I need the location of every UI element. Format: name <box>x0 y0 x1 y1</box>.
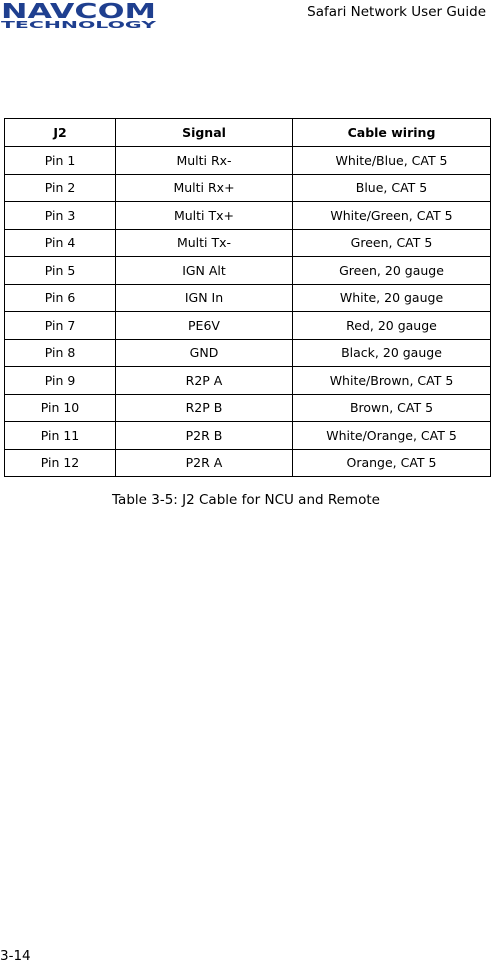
cell-signal: R2P B <box>116 394 293 422</box>
navcom-logo <box>0 0 160 30</box>
cell-pin: Pin 8 <box>5 339 116 367</box>
page-number: 3-14 <box>0 948 31 964</box>
cell-pin: Pin 3 <box>5 202 116 230</box>
table-row <box>5 422 491 450</box>
cell-pin: Pin 4 <box>5 229 116 257</box>
cell-cable-wiring: White/Orange, CAT 5 <box>293 422 491 450</box>
cell-signal: P2R B <box>116 422 293 450</box>
table-row <box>5 449 491 477</box>
table-row <box>5 312 491 340</box>
cell-cable-wiring: Brown, CAT 5 <box>293 394 491 422</box>
table-row <box>5 367 491 395</box>
cell-cable-wiring: Blue, CAT 5 <box>293 174 491 202</box>
table-row <box>5 147 491 175</box>
cell-pin: Pin 6 <box>5 284 116 312</box>
table-row <box>5 339 491 367</box>
column-header-signal: Signal <box>116 119 293 147</box>
table-caption: Table 3-5: J2 Cable for NCU and Remote <box>112 492 380 508</box>
cell-signal: Multi Tx+ <box>116 202 293 230</box>
cell-cable-wiring: Black, 20 gauge <box>293 339 491 367</box>
cell-cable-wiring: Orange, CAT 5 <box>293 449 491 477</box>
table-row <box>5 284 491 312</box>
cell-pin: Pin 11 <box>5 422 116 450</box>
cell-cable-wiring: Green, CAT 5 <box>293 229 491 257</box>
cell-cable-wiring: Green, 20 gauge <box>293 257 491 285</box>
cell-pin: Pin 5 <box>5 257 116 285</box>
cell-signal: GND <box>116 339 293 367</box>
cell-signal: P2R A <box>116 449 293 477</box>
cell-signal: PE6V <box>116 312 293 340</box>
cell-pin: Pin 10 <box>5 394 116 422</box>
document-title: Safari Network User Guide <box>307 4 486 20</box>
table-row <box>5 229 491 257</box>
cell-pin: Pin 7 <box>5 312 116 340</box>
table-row <box>5 174 491 202</box>
cell-cable-wiring: White/Green, CAT 5 <box>293 202 491 230</box>
cell-pin: Pin 12 <box>5 449 116 477</box>
navcom-logo-mark <box>0 0 160 30</box>
cell-pin: Pin 1 <box>5 147 116 175</box>
j2-cable-table <box>4 118 491 477</box>
cell-signal: Multi Rx- <box>116 147 293 175</box>
cell-signal: IGN In <box>116 284 293 312</box>
table-row <box>5 394 491 422</box>
cell-signal: R2P A <box>116 367 293 395</box>
table-header-row <box>5 119 491 147</box>
column-header-cable-wiring: Cable wiring <box>293 119 491 147</box>
column-header-j2: J2 <box>5 119 116 147</box>
cell-cable-wiring: White/Blue, CAT 5 <box>293 147 491 175</box>
cell-cable-wiring: Red, 20 gauge <box>293 312 491 340</box>
cell-pin: Pin 9 <box>5 367 116 395</box>
table-body <box>5 147 491 477</box>
cell-signal: Multi Rx+ <box>116 174 293 202</box>
svg-text:TECHNOLOGY: TECHNOLOGY <box>1 20 158 30</box>
cell-pin: Pin 2 <box>5 174 116 202</box>
cell-signal: Multi Tx- <box>116 229 293 257</box>
svg-text:NAVCOM: NAVCOM <box>1 0 156 23</box>
cell-cable-wiring: White, 20 gauge <box>293 284 491 312</box>
table-row <box>5 257 491 285</box>
table-row <box>5 202 491 230</box>
cell-signal: IGN Alt <box>116 257 293 285</box>
cell-cable-wiring: White/Brown, CAT 5 <box>293 367 491 395</box>
